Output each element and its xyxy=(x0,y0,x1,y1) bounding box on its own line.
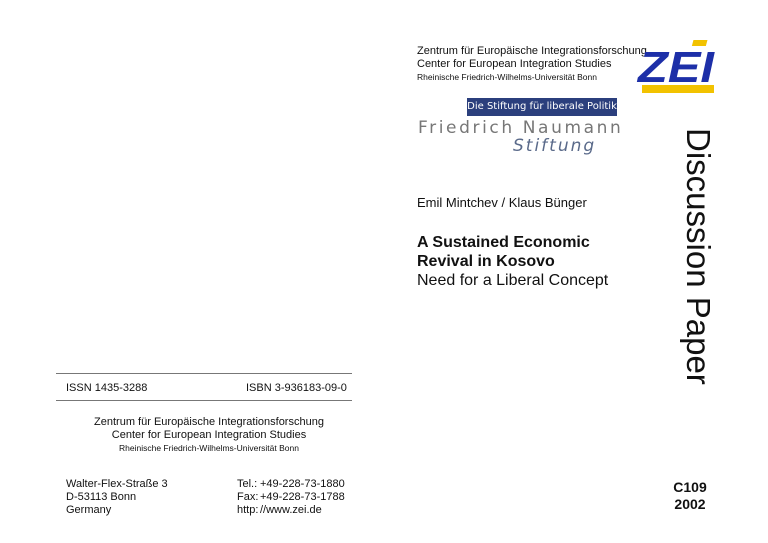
institute-university: Rheinische Friedrich-Wilhelms-Universität Bonn xyxy=(119,443,299,453)
contact-fax-value: +49-228-73-1788 xyxy=(260,491,345,503)
bottom-rule xyxy=(56,400,352,401)
paper-number: C109 xyxy=(673,479,707,495)
series-label: Discussion Paper xyxy=(680,128,717,385)
front-institute-block xyxy=(417,45,647,84)
contact-web[interactable] xyxy=(237,504,345,517)
contact-fax xyxy=(237,491,345,504)
paper-title-line-1: A Sustained Economic xyxy=(417,234,590,251)
address-city: D-53113 Bonn xyxy=(66,491,137,503)
front-institute-name-de: Zentrum für Europäische Integrationsforschung xyxy=(417,45,647,57)
contact-web-value[interactable]: //www.zei.de xyxy=(260,504,322,516)
back-institute-block xyxy=(66,416,352,455)
contact-web-label: http: xyxy=(237,504,259,516)
contact-tel-value: +49-228-73-1880 xyxy=(260,478,345,490)
issn: ISSN 1435-3288 xyxy=(66,382,148,394)
sponsor-name: Friedrich Naumann xyxy=(418,118,624,138)
front-institute-name-en: Center for European Integration Studies xyxy=(417,58,612,70)
paper-year: 2002 xyxy=(674,496,706,512)
paper-title xyxy=(417,233,590,271)
authors: Emil Mintchev / Klaus Bünger xyxy=(417,195,587,210)
contact-fax-label: Fax: xyxy=(237,491,259,503)
top-rule xyxy=(56,373,352,374)
zei-logo xyxy=(632,38,722,96)
institute-name-en: Center for European Integration Studies xyxy=(111,429,307,441)
address-street: Walter-Flex-Straße 3 xyxy=(66,478,168,490)
contact-tel-label: Tel.: xyxy=(237,478,258,490)
zei-logo-text: ZEI xyxy=(635,43,715,92)
paper-title-line-2: Revival in Kosovo xyxy=(417,253,555,270)
address-country: Germany xyxy=(66,504,112,516)
series-info xyxy=(662,479,718,513)
sponsor-subname: Stiftung xyxy=(513,136,597,156)
sponsor-banner: Die Stiftung für liberale Politik xyxy=(467,98,617,116)
contact-tel xyxy=(237,478,345,491)
front-institute-university: Rheinische Friedrich-Wilhelms-Universität Bonn xyxy=(417,72,597,82)
isbn: ISBN 3-936183-09-0 xyxy=(246,382,347,394)
institute-name-de: Zentrum für Europäische Integrationsforschung xyxy=(94,416,324,428)
paper-subtitle: Need for a Liberal Concept xyxy=(417,272,609,289)
contact-block xyxy=(237,478,345,517)
address-block xyxy=(66,478,168,517)
